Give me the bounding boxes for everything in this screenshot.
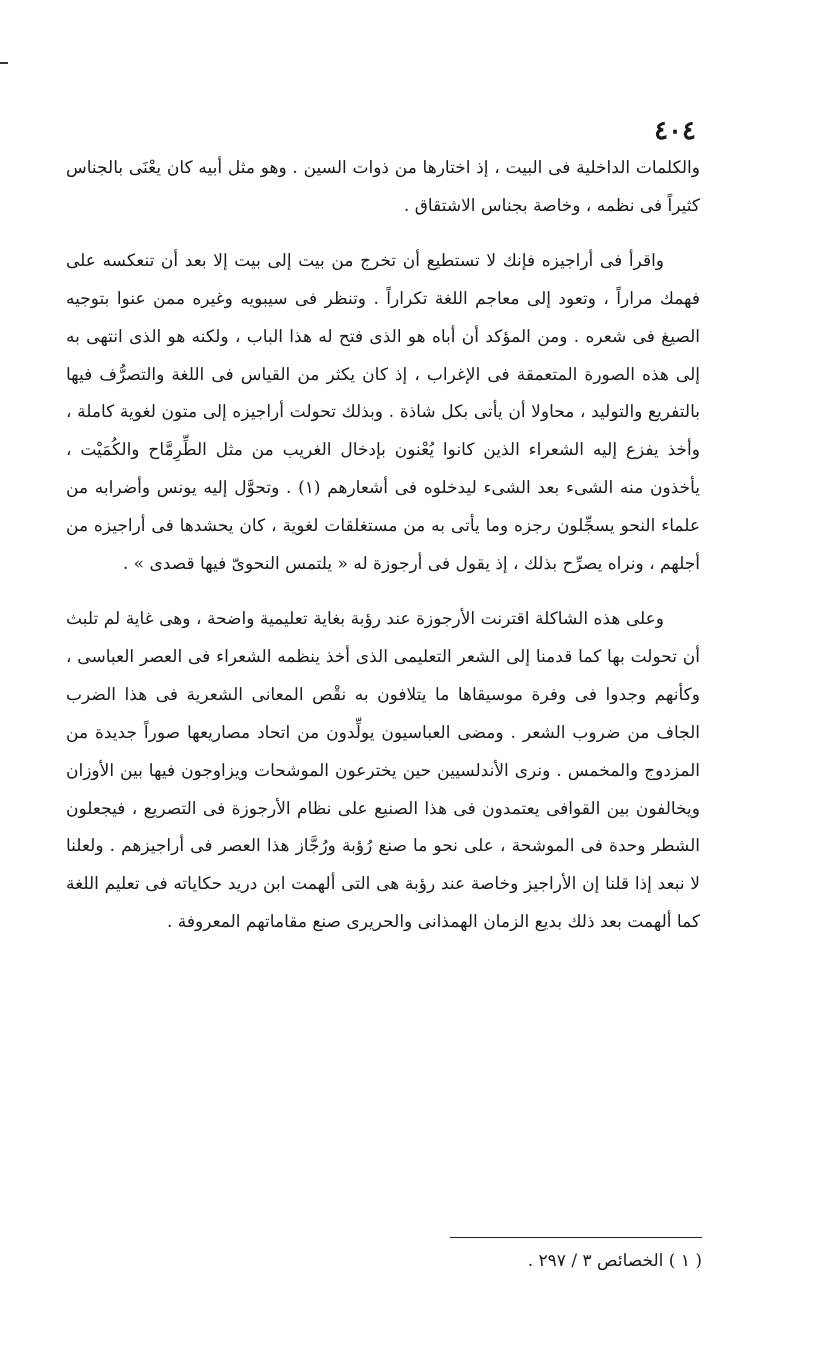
footnote-1: ( ١ ) الخصائص ٣ / ٢٩٧ . — [527, 1251, 702, 1271]
page-number: ٤٠٤ — [654, 116, 696, 146]
main-text-block — [66, 150, 700, 942]
paragraph-1: والكلمات الداخلية فى البيت ، إذ اختارها من ذوات السين . وهو مثل أبيه كان يعْنَى بالجناس كثيراً فى نظمه ، وخاصة بجناس الاشتقاق . — [66, 158, 700, 216]
paragraph-2: واقرأ فى أراجيزه فإنك لا تستطيع أن تخرج من بيت إلى بيت إلا بعد أن تنعكسه على فهمك مراراً ، وتعود إلى معاجم اللغة تكراراً . وتنظر فى سيبويه وغيره ممن عنوا بتوجيه الصيغ فى شعره . ومن المؤكد أن أباه هو الذى فتح له هذا الباب ، ولكنه هو الذى انتهى به إلى هذه الصورة المتعمقة فى الإغراب ، إذ كان يكثر من القياس فى اللغة والتصرُّف فيها بالتفريع والتوليد ، محاولا أن يأتى بكل شاذة . وبذلك تحولت أراجيزه إلى متون لغوية كاملة ، وأخذ يفزع إليه الشعراء الذين كانوا يُعْنون بإدخال الغريب من مثل الطِّرِمَّاح والكُمَيْت ، يأخذون منه الشىء بعد الشىء ليدخلوه فى أشعارهم (١) . وتحوَّل إليه يونس وأضرابه من علماء النحو يسجِّلون رجزه وما يأتى به من مستغلقات لغوية ، كان يحشدها فى أراجيزه من أجلهم ، ونراه يصرِّح بذلك ، إذ يقول فى أرجوزة له « يلتمس النحوىّ فيها قصدى » . — [66, 250, 700, 575]
scan-edge-mark — [0, 62, 8, 64]
paragraph-3: وعلى هذه الشاكلة اقترنت الأرجوزة عند رؤبة بغاية تعليمية واضحة ، وهى غاية لم تلبث أن تحولت بها كما قدمنا إلى الشعر التعليمى الذى أخذ ينظمه الشعراء فى العصر العباسى ، وكأنهم وجدوا فى وفرة موسيقاها ما يتلافون به نقْص المعانى الشعرية فى هذا الضرب الجاف من ضروب الشعر . ومضى العباسيون يولِّدون من اتحاد مصاريعها صوراً جديدة من المزدوج والمخمس . ونرى الأندلسيين حين يخترعون الموشحات ويزاوجون فيها بين الأوزان ويخالفون بين القوافى يعتمدون فى هذا الصنيع على نظام الأرجوزة فى التصريع ، فيجعلون الشطر وحدة فى الموشحة ، على نحو ما صنع رُؤبة ورُجَّاز هذا العصر فى أراجيزهم . ولعلنا لا نبعد إذا قلنا إن الأراجيز وخاصة عند رؤبة هى التى ألهمت ابن دريد حكاياته فى تعليم اللغة كما ألهمت بعد ذلك بديع الزمان الهمذانى والحريرى صنع مقاماتهم المعروفة . — [66, 608, 700, 933]
footnote-divider — [450, 1237, 702, 1238]
